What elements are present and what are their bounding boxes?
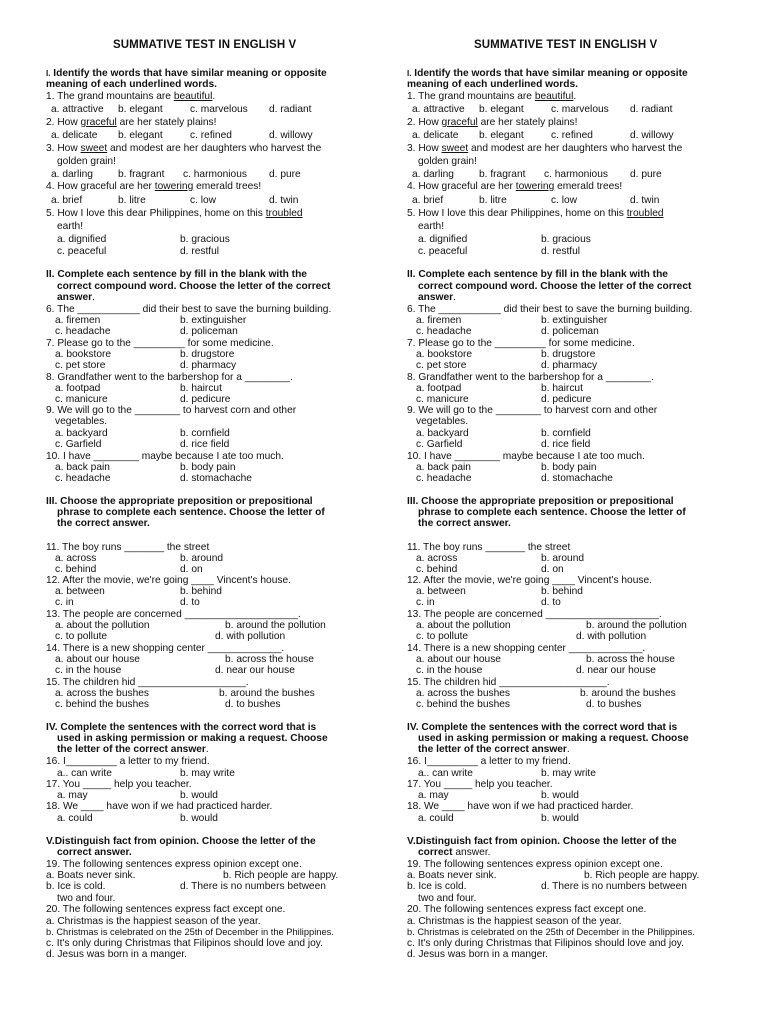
option-b: b. gracious — [180, 234, 230, 245]
option-c: c. peaceful — [418, 246, 468, 257]
option-d: d. to bushes — [586, 699, 642, 710]
section-3-heading: III. Choose the appropriate preposition or prepositional — [407, 496, 674, 507]
option-c: c. in the house — [55, 665, 122, 676]
option-c: c. refined — [190, 130, 232, 141]
question-3: 3. How sweet and modest are her daughters who harvest the — [407, 143, 683, 154]
option-d-cont: two and four. — [418, 893, 477, 904]
option-b: b. across the house — [586, 654, 675, 665]
option-a: a. across the bushes — [55, 688, 150, 699]
option-b: b. cornfield — [541, 428, 591, 439]
option-d: d. pharmacy — [541, 360, 598, 371]
question-7: 7. Please go to the _________ for some medicine. — [407, 338, 635, 349]
option-b: b. body pain — [541, 462, 597, 473]
option-d: d. near our house — [215, 665, 295, 676]
page-title: SUMMATIVE TEST IN ENGLISH V — [113, 39, 297, 51]
option-d: d. stomachache — [541, 473, 613, 484]
option-c: c. Garfield — [55, 439, 102, 450]
option-b: b. may write — [541, 768, 596, 779]
question-9-cont: vegetables. — [416, 416, 469, 427]
option-b: b. elegant — [118, 104, 163, 115]
option-b: b. cornfield — [180, 428, 230, 439]
question-13: 13. The people are concerned ____________________. — [46, 609, 301, 620]
question-9-cont: vegetables. — [55, 416, 108, 427]
option-a: a. about our house — [416, 654, 501, 665]
option-b: b. would — [541, 813, 579, 824]
option-c: c. headache — [416, 473, 472, 484]
question-1: 1. The grand mountains are beautiful. — [46, 91, 216, 102]
option-a: a. across — [416, 553, 458, 564]
option-c: c. headache — [55, 326, 111, 337]
section-3-heading-cont: phrase to complete each sentence. Choose the letter of — [418, 507, 686, 518]
question-3: 3. How sweet and modest are her daughters who harvest the — [46, 143, 322, 154]
option-a: a. firemen — [55, 315, 101, 326]
option-a: a. bookstore — [55, 349, 112, 360]
option-b: b. across the house — [225, 654, 314, 665]
option-a: a. about the pollution — [416, 620, 511, 631]
section-2-heading: II. Complete each sentence by fill in the blank with the — [407, 269, 668, 280]
question-11: 11. The boy runs _______ the street — [407, 542, 571, 553]
option-b: b. extinguisher — [541, 315, 608, 326]
option-b: b. litre — [479, 195, 507, 206]
option-b: b. Christmas is celebrated on the 25th of December in the Philippines. — [407, 927, 695, 937]
option-a: a. about the pollution — [55, 620, 150, 631]
option-c: c. harmonious — [544, 169, 608, 180]
section-3-heading: III. Choose the appropriate preposition or prepositional — [46, 496, 313, 507]
question-19: 19. The following sentences express opinion except one. — [46, 859, 302, 870]
option-a: a.. can write — [57, 768, 112, 779]
option-b: b. around the bushes — [580, 688, 676, 699]
option-d: d. to bushes — [225, 699, 281, 710]
option-d: d. rice field — [541, 439, 591, 450]
option-b: b. litre — [118, 195, 146, 206]
question-7: 7. Please go to the _________ for some medicine. — [46, 338, 274, 349]
section-5-heading-cont — [418, 847, 491, 858]
option-a: a. delicate — [412, 130, 459, 141]
option-b: b. Christmas is celebrated on the 25th of December in the Philippines. — [46, 927, 334, 937]
option-d: d. twin — [630, 195, 660, 206]
option-c: c. headache — [416, 326, 472, 337]
section-3-heading-end: the correct answer. — [57, 518, 150, 529]
question-14: 14. There is a new shopping center _____________. — [407, 643, 646, 654]
option-b: b. elegant — [118, 130, 163, 141]
option-b: b. around — [180, 553, 224, 564]
option-d: d. near our house — [576, 665, 656, 676]
option-c: c. pet store — [416, 360, 467, 371]
question-3-cont: golden grain! — [418, 156, 477, 167]
section-2-heading: II. Complete each sentence by fill in the blank with the — [46, 269, 307, 280]
section-3-heading-end: the correct answer. — [418, 518, 511, 529]
option-a: a. back pain — [416, 462, 471, 473]
question-19: 19. The following sentences express opinion except one. — [407, 859, 663, 870]
option-d: d. radiant — [269, 104, 312, 115]
option-d: d. stomachache — [180, 473, 252, 484]
option-d: d. pharmacy — [180, 360, 237, 371]
section-1-heading: I. Identify the words that have similar meaning or opposite — [407, 68, 688, 79]
option-b: b. fragrant — [479, 169, 526, 180]
option-c: c. in — [416, 597, 435, 608]
question-10: 10. I have ________ maybe because I ate too much. — [46, 451, 284, 462]
option-c: c. Garfield — [416, 439, 463, 450]
option-a: a. Boats never sink. — [46, 870, 136, 881]
option-d: d. with pollution — [215, 631, 286, 642]
option-b: b. elegant — [479, 130, 524, 141]
option-a: a.. can write — [418, 768, 473, 779]
option-a: a. about our house — [55, 654, 140, 665]
option-b: b. around the pollution — [586, 620, 687, 631]
option-b: b. gracious — [541, 234, 591, 245]
option-b: b. Rich people are happy. — [584, 870, 700, 881]
option-b: b. around — [541, 553, 585, 564]
option-a: a. may — [418, 790, 449, 801]
option-c: c. behind — [55, 564, 97, 575]
option-a: a. may — [57, 790, 88, 801]
option-a: a. darling — [51, 169, 93, 180]
option-d: d. Jesus was born in a manger. — [46, 949, 188, 960]
section-1-heading-cont: meaning of each underlined words. — [46, 79, 217, 90]
option-a: a. could — [57, 813, 93, 824]
heading-word: correct — [418, 847, 453, 858]
question-11: 11. The boy runs _______ the street — [46, 542, 210, 553]
section-2-heading-cont: correct compound word. Choose the letter of the correct — [418, 281, 692, 292]
option-c: c. marvelous — [551, 104, 609, 115]
question-2: 2. How graceful are her stately plains! — [407, 117, 578, 128]
option-c: c. It's only during Christmas that Filipinos should love and joy. — [407, 938, 684, 949]
option-d: d. willowy — [630, 130, 674, 141]
option-a: a. across — [55, 553, 97, 564]
option-d: d. pedicure — [541, 394, 592, 405]
option-a: a. dignified — [418, 234, 468, 245]
section-1-heading-cont: meaning of each underlined words. — [407, 79, 578, 90]
option-c: c. It's only during Christmas that Filipinos should love and joy. — [46, 938, 323, 949]
question-5: 5. How I love this dear Philippines, home on this troubled — [46, 208, 303, 219]
option-b: b. body pain — [180, 462, 236, 473]
section-4-heading-cont: used in asking permission or making a request. Choose — [57, 733, 328, 744]
section-1-heading: I. Identify the words that have similar meaning or opposite — [46, 68, 327, 79]
section-2-heading-end: answer. — [418, 292, 456, 303]
option-d: d. restful — [541, 246, 581, 257]
option-d: d. twin — [269, 195, 299, 206]
question-10: 10. I have ________ maybe because I ate too much. — [407, 451, 645, 462]
option-b: b. would — [180, 813, 218, 824]
option-a: a. backyard — [416, 428, 469, 439]
option-c: c. headache — [55, 473, 111, 484]
option-c: c. behind — [416, 564, 458, 575]
option-c: c. low — [190, 195, 217, 206]
option-d: d. willowy — [269, 130, 313, 141]
option-a: a. could — [418, 813, 454, 824]
option-a: a. bookstore — [416, 349, 473, 360]
section-4-heading-end: the letter of the correct answer. — [418, 744, 570, 755]
option-b: b. around the pollution — [225, 620, 326, 631]
question-18: 18. We ____ have won if we had practiced harder. — [46, 801, 273, 812]
option-b: b. behind — [180, 586, 222, 597]
option-a: a. brief — [412, 195, 444, 206]
question-6: 6. The ___________ did their best to save the burning building. — [407, 304, 693, 315]
question-5: 5. How I love this dear Philippines, home on this troubled — [407, 208, 664, 219]
option-c: c. pet store — [55, 360, 106, 371]
question-5-cont: earth! — [57, 221, 84, 232]
option-a: a. Boats never sink. — [407, 870, 497, 881]
question-6: 6. The ___________ did their best to save the burning building. — [46, 304, 332, 315]
option-d: d. pure — [630, 169, 662, 180]
option-b: b. behind — [541, 586, 583, 597]
question-12: 12. After the movie, we're going ____ Vincent's house. — [46, 575, 291, 586]
option-a: a. Christmas is the happiest season of the year. — [46, 916, 261, 927]
question-15: 15. The children hid ___________________. — [46, 677, 249, 688]
option-c: c. manicure — [55, 394, 108, 405]
option-c: c. marvelous — [190, 104, 248, 115]
option-b: b. elegant — [479, 104, 524, 115]
option-c: c. low — [551, 195, 578, 206]
question-4: 4. How graceful are her towering emerald trees! — [46, 181, 262, 192]
option-a: a. darling — [412, 169, 454, 180]
option-a: a. delicate — [51, 130, 98, 141]
option-a: a. brief — [51, 195, 83, 206]
option-d: d. radiant — [630, 104, 673, 115]
section-5-heading-cont: correct answer. — [57, 847, 132, 858]
option-a: a. footpad — [55, 383, 101, 394]
question-12: 12. After the movie, we're going ____ Vincent's house. — [407, 575, 652, 586]
option-c: c. in the house — [416, 665, 483, 676]
option-c: c. manicure — [416, 394, 469, 405]
option-b: b. fragrant — [118, 169, 165, 180]
option-a: a. Christmas is the happiest season of the year. — [407, 916, 622, 927]
option-d: d. There is no numbers between — [541, 881, 687, 892]
question-17: 17. You _____ help you teacher. — [407, 779, 553, 790]
option-d: d. policeman — [541, 326, 599, 337]
section-4-heading-cont: used in asking permission or making a request. Choose — [418, 733, 689, 744]
option-d: d. restful — [180, 246, 220, 257]
question-2: 2. How graceful are her stately plains! — [46, 117, 217, 128]
question-16: 16. I_________ a letter to my friend. — [46, 756, 210, 767]
option-b: b. drugstore — [180, 349, 235, 360]
question-18: 18. We ____ have won if we had practiced harder. — [407, 801, 634, 812]
question-8: 8. Grandfather went to the barbershop for a ________. — [46, 372, 293, 383]
option-c: c. to pollute — [416, 631, 469, 642]
question-8: 8. Grandfather went to the barbershop for a ________. — [407, 372, 654, 383]
option-b: b. extinguisher — [180, 315, 247, 326]
option-c: c. behind the bushes — [55, 699, 150, 710]
option-d: d. on — [180, 564, 203, 575]
option-d: d. There is no numbers between — [180, 881, 326, 892]
question-1: 1. The grand mountains are beautiful. — [407, 91, 577, 102]
option-a: a. firemen — [416, 315, 462, 326]
option-a: a. dignified — [57, 234, 107, 245]
option-a: a. attractive — [51, 104, 104, 115]
section-5-heading: V.Distinguish fact from opinion. Choose the letter of the — [407, 836, 677, 847]
option-d: d. pedicure — [180, 394, 231, 405]
option-c: c. behind the bushes — [416, 699, 511, 710]
option-a: a. between — [416, 586, 466, 597]
option-c: c. in — [55, 597, 74, 608]
section-2-heading-cont: correct compound word. Choose the letter of the correct — [57, 281, 331, 292]
option-d: d. pure — [269, 169, 301, 180]
option-d: d. policeman — [180, 326, 238, 337]
option-b: b. around the bushes — [219, 688, 315, 699]
option-c: b. Ice is cold. — [407, 881, 467, 892]
option-a: a. attractive — [412, 104, 465, 115]
option-d: d. to — [541, 597, 561, 608]
section-4-heading-end: the letter of the correct answer. — [57, 744, 209, 755]
question-20: 20. The following sentences express fact except one. — [407, 904, 647, 915]
heading-word: answer. — [452, 847, 491, 858]
option-b: b. may write — [180, 768, 235, 779]
option-a: a. back pain — [55, 462, 110, 473]
option-d: d. to — [180, 597, 200, 608]
question-14: 14. There is a new shopping center _____________. — [46, 643, 285, 654]
question-13: 13. The people are concerned ____________________. — [407, 609, 662, 620]
section-4-heading: IV. Complete the sentences with the correct word that is — [46, 722, 317, 733]
option-d: d. rice field — [180, 439, 230, 450]
option-b: b. drugstore — [541, 349, 596, 360]
section-2-heading-end: answer. — [57, 292, 95, 303]
section-5-heading: V.Distinguish fact from opinion. Choose the letter of the — [46, 836, 316, 847]
question-3-cont: golden grain! — [57, 156, 116, 167]
section-3-heading-cont: phrase to complete each sentence. Choose the letter of — [57, 507, 325, 518]
question-5-cont: earth! — [418, 221, 445, 232]
option-b: b. would — [180, 790, 218, 801]
question-15: 15. The children hid ___________________. — [407, 677, 610, 688]
option-d: d. on — [541, 564, 564, 575]
question-20: 20. The following sentences express fact except one. — [46, 904, 286, 915]
option-a: a. across the bushes — [416, 688, 511, 699]
option-b: b. haircut — [541, 383, 583, 394]
option-a: a. between — [55, 586, 105, 597]
option-c: b. Ice is cold. — [46, 881, 106, 892]
option-a: a. footpad — [416, 383, 462, 394]
page-title: SUMMATIVE TEST IN ENGLISH V — [474, 39, 658, 51]
option-a: a. backyard — [55, 428, 108, 439]
section-4-heading: IV. Complete the sentences with the correct word that is — [407, 722, 678, 733]
option-d-cont: two and four. — [57, 893, 116, 904]
option-b: b. Rich people are happy. — [223, 870, 339, 881]
question-16: 16. I_________ a letter to my friend. — [407, 756, 571, 767]
question-17: 17. You _____ help you teacher. — [46, 779, 192, 790]
option-c: c. refined — [551, 130, 593, 141]
question-9: 9. We will go to the ________ to harvest corn and other — [407, 405, 658, 416]
option-d: d. Jesus was born in a manger. — [407, 949, 549, 960]
option-b: b. haircut — [180, 383, 222, 394]
option-b: b. would — [541, 790, 579, 801]
option-d: d. with pollution — [576, 631, 647, 642]
question-9: 9. We will go to the ________ to harvest corn and other — [46, 405, 297, 416]
question-4: 4. How graceful are her towering emerald trees! — [407, 181, 623, 192]
option-c: c. to pollute — [55, 631, 108, 642]
option-c: c. harmonious — [183, 169, 247, 180]
option-c: c. peaceful — [57, 246, 107, 257]
